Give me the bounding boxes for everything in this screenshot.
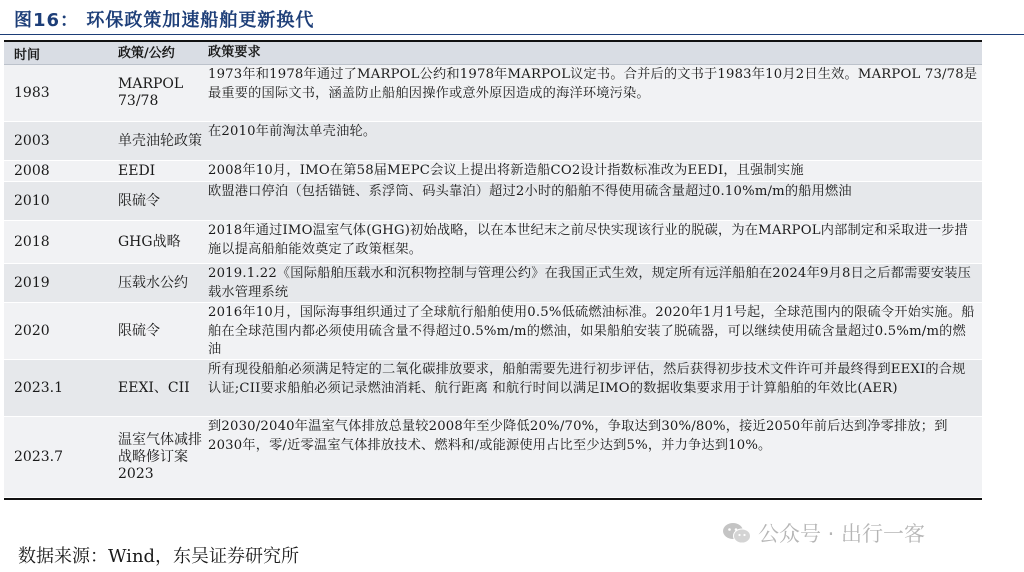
table-row [4, 303, 982, 360]
table-row [4, 221, 982, 264]
cell-time: 2010 [14, 193, 50, 209]
table-row [4, 122, 982, 161]
cell-requirement: 到2030/2040年温室气体排放总量较2008年至少降低20%/70%，争取达到30%/80%，接近2050年前后达到净零排放；到2030年，零/近零温室气体排放技术、燃料和/或能源使用占比至少达到5%，并力争达到10%。 [208, 419, 948, 453]
header-policy: 政策/公约 [118, 45, 175, 61]
cell-policy: GHG战略 [118, 233, 181, 250]
table-row [4, 65, 982, 122]
data-source: 数据来源：Wind，东吴证券研究所 [18, 546, 300, 567]
cell-policy: 压载水公约 [118, 274, 188, 291]
cell-time: 2020 [14, 323, 50, 339]
cell-policy: 限硫令 [118, 322, 160, 339]
table-row [4, 264, 982, 303]
cell-policy: MARPOL 73/78 [118, 76, 184, 109]
cell-requirement: 2019.1.22《国际船舶压载水和沉积物控制与管理公约》在我国正式生效，规定所有远洋船舶在2024年9月8日之后都需要安装压载水管理系统 [208, 266, 972, 300]
cell-time: 1983 [14, 85, 50, 101]
cell-time: 2018 [14, 234, 50, 250]
cell-time: 2023.7 [14, 449, 63, 465]
cell-requirement: 2016年10月，国际海事组织通过了全球航行船舶使用0.5%低硫燃油标准。2020年1月1号起，全球范围内的限硫令开始实施。船舶在全球范围内都必须使用硫含量不得超过0.5%m/m的燃油，如果船舶安装了脱硫器，可以继续使用硫含量超过0.5%m/m的燃油 [208, 305, 975, 357]
policy-table [4, 40, 982, 500]
figure-title: 图16： 环保政策加速船舶更新换代 [14, 10, 315, 31]
watermark [722, 518, 925, 548]
wechat-icon [722, 522, 752, 544]
cell-time: 2008 [14, 163, 50, 179]
header-requirement: 政策要求 [208, 44, 261, 60]
cell-requirement: 所有现役船舶必须满足特定的二氧化碳排放要求，船舶需要先进行初步评估，然后获得初步技术文件许可并最终得到EEXI的合规认证;CII要求船舶必须记录燃油消耗、航行距离 和航行时间以满足IMO的数据收集要求用于计算船舶的年效比(AER) [208, 362, 966, 396]
header-time: 时间 [14, 47, 41, 63]
watermark-text: 公众号 · 出行一客 [758, 522, 926, 546]
cell-policy: 温室气体减排战略修订案2023 [118, 431, 202, 482]
table-row [4, 161, 982, 182]
cell-time: 2019 [14, 275, 50, 291]
table-row [4, 417, 982, 498]
cell-policy: EEXI、CII [118, 379, 190, 396]
cell-policy: 限硫令 [118, 192, 160, 209]
table-row [4, 182, 982, 221]
cell-requirement: 欧盟港口停泊（包括锚链、系浮筒、码头靠泊）超过2小时的船舶不得使用硫含量超过0.10%m/m的船用燃油 [208, 184, 852, 199]
cell-requirement: 在2010年前淘汰单壳油轮。 [208, 124, 377, 139]
cell-requirement: 2008年10月，IMO在第58届MEPC会议上提出将新造船CO2设计指数标准改为EEDI，且强制实施 [208, 163, 804, 178]
cell-requirement: 1973年和1978年通过了MARPOL公约和1978年MARPOL议定书。合并后的文书于1983年10月2日生效。MARPOL 73/78是最重要的国际文书，涵盖防止船舶因操作或意外原因造成的海洋环境污染。 [208, 67, 978, 101]
cell-time: 2003 [14, 133, 50, 149]
cell-policy: EEDI [118, 162, 156, 179]
cell-requirement: 2018年通过IMO温室气体(GHG)初始战略，以在本世纪末之前尽快实现该行业的脱碳，为在MARPOL内部制定和采取进一步措施以提高船舶能效奠定了政策框架。 [208, 223, 968, 257]
table-row [4, 360, 982, 417]
cell-time: 2023.1 [14, 380, 63, 396]
table-header [4, 42, 982, 65]
cell-policy: 单壳油轮政策 [118, 132, 202, 149]
title-divider [0, 34, 1024, 35]
